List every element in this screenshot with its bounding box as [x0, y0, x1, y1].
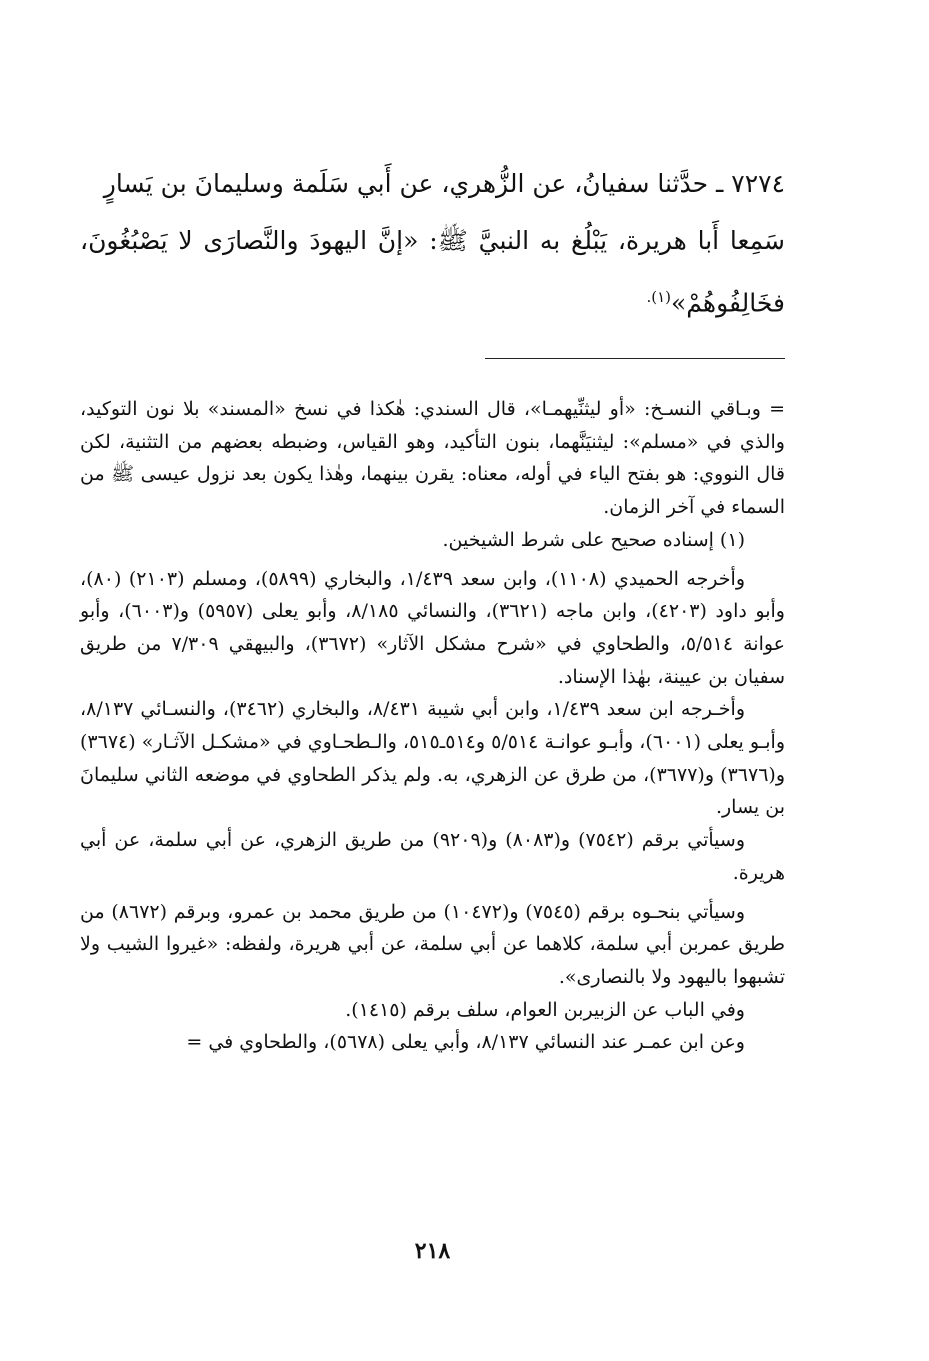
page-number: ٢١٨: [414, 1238, 451, 1264]
footnote-continuation: = وبـاقي النسـخ: «أو ليثنِّيهمـا»، قال السندي: هٰكذا في نسخ «المسند» بلا نون التوكيد، والذي في «مسلم»: ليثنيَنَّهما، بنون التأكيد، وهو القياس، وضبطه بعضهم من التثنية، لكن قال النووي: هو بفتح الياء في أوله، معناه: يقرن بينهما، وهٰذا يكون بعد نزول عيسى ﷺ من السماء في آخر الزمان.: [80, 398, 785, 519]
footnote-marker: (١).: [646, 288, 671, 306]
book-page: [80, 0, 785, 1361]
footnote-paragraph: وأخرجه الحميدي (١١٠٨)، وابن سعد ١/٤٣٩، والبخاري (٥٨٩٩)، ومسلم (٢١٠٣) (٨٠)، وأبو داود (٤٢٠٣)، وابن ماجه (٣٦٢١)، والنسائي ٨/١٨٥، وأبو يعلى (٥٩٥٧) و(٦٠٠٣)، وأبو عوانة ٥/٥١٤، والطحاوي في «شرح مشكل الآثار» (٣٦٧٢)، والبيهقي ٧/٣٠٩ من طريق سفيان بن عيينة، بهٰذا الإسناد.: [80, 567, 786, 688]
hadith-line-1: ٧٢٧٤ ـ حدَّثنا سفيانُ، عن الزُّهري، عن أَبي سَلَمة وسليمانَ بن يَسارٍ: [103, 169, 785, 198]
hadith-line-2: [80, 212, 785, 331]
footnote-1-heading: (١) إسناده صحيح على شرط الشيخين.: [442, 528, 745, 551]
footnote-paragraph: وفي الباب عن الزبيربن العوام، سلف برقم (١٤١٥).: [345, 998, 745, 1021]
footnote-separator: [485, 358, 785, 359]
hadith-text: [80, 155, 785, 331]
footnote-paragraph: وعن ابن عمـر عند النسائي ٨/١٣٧، وأبي يعلى (٥٦٧٨)، والطحاوي في =: [186, 1031, 745, 1054]
footnote-paragraph: وأخـرجه ابن سعد ١/٤٣٩، وابن أبي شيبة ٨/٤٣١، والبخاري (٣٤٦٢)، والنسـائي ٨/١٣٧، وأبـو يعلى (٦٠٠١)، وأبـو عوانـة ٥/٥١٤ و٥١٤ـ٥١٥، والـطحـاوي في «مشكـل الآثـار» (٣٦٧٤) و(٣٦٧٦) و(٣٦٧٧)، من طرق عن الزهري، به. ولم يذكر الطحاوي في موضعه الثاني سليمانَ بن يسار.: [80, 698, 785, 819]
footnotes: [80, 393, 785, 1059]
hadith-line-2-text: سَمِعا أَبا هريرة، يَبْلُغ به النبيَّ ﷺ: «إنَّ اليهودَ والنَّصارَى لا يَصْبُغُونَ، فخَالِفُوهُمْ»: [80, 226, 785, 318]
footnote-paragraph: وسيأتي برقم (٧٥٤٢) و(٨٠٨٣) و(٩٢٠٩) من طريق الزهري، عن أبي سلمة، عن أبي هريرة.: [80, 829, 785, 884]
footnote-paragraph: وسيأتي بنحـوه برقم (٧٥٤٥) و(١٠٤٧٢) من طريق محمد بن عمرو، وبرقم (٨٦٧٢) من طريق عمربن أبي سلمة، كلاهما عن أبي سلمة، عن أبي هريرة، ولفظه: «غيروا الشيب ولا تشبهوا باليهود ولا بالنصارى».: [80, 900, 785, 988]
